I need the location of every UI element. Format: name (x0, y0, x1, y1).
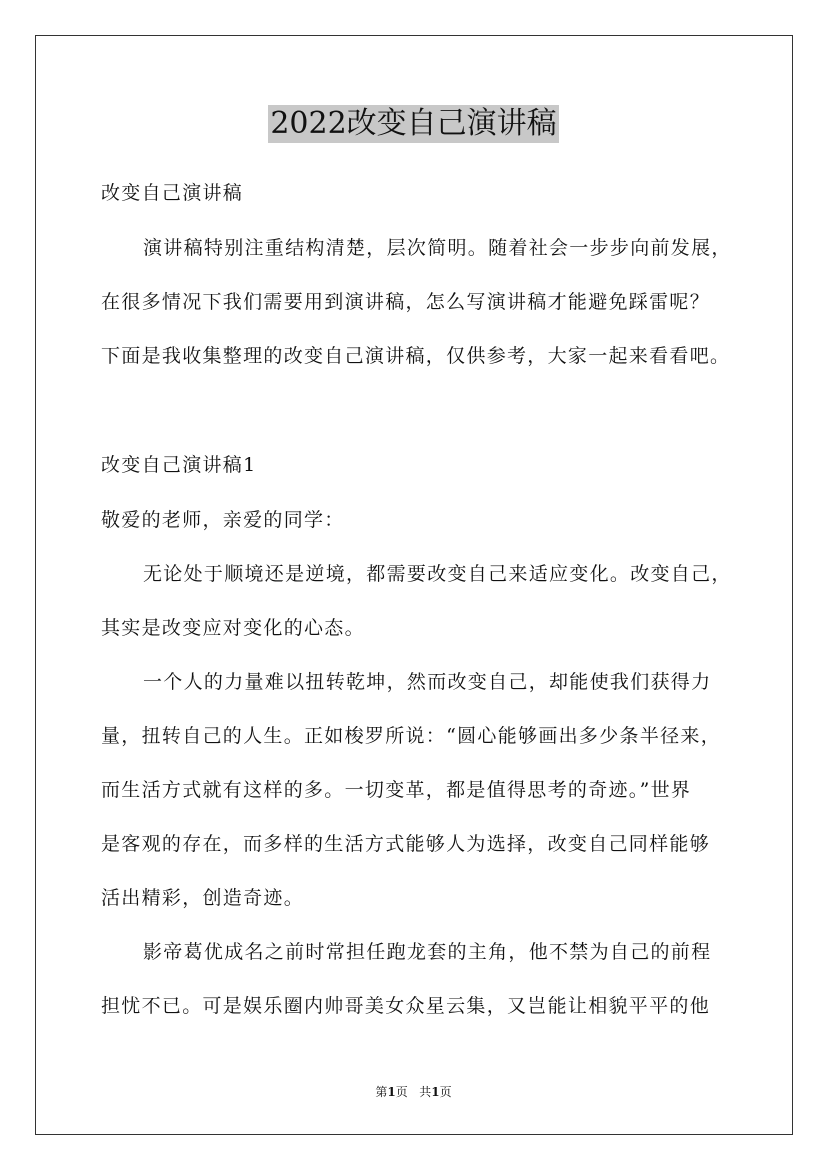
page-prefix: 第 (375, 1085, 388, 1099)
paragraph-line: 量，扭转自己的人生。正如梭罗所说：“圆心能够画出多少条半径来， (101, 725, 722, 747)
intro-line: 演讲稿特别注重结构清楚，层次简明。随着社会一步步向前发展， (143, 237, 732, 259)
section-heading: 改变自己演讲稿1 (101, 454, 257, 476)
document-title: 2022改变自己演讲稿 (270, 106, 557, 141)
paragraph-line: 无论处于顺境还是逆境，都需要改变自己来适应变化。改变自己， (143, 563, 732, 585)
total-pages: 1 (431, 1085, 440, 1099)
page-number: 1 (387, 1085, 396, 1099)
intro-heading: 改变自己演讲稿 (101, 182, 244, 204)
paragraph-line: 活出精彩，创造奇迹。 (101, 887, 305, 909)
total-suffix: 页 (439, 1085, 452, 1099)
paragraph-line: 而生活方式就有这样的多。一切变革，都是值得思考的奇迹。”世界 (101, 779, 692, 801)
intro-line: 下面是我收集整理的改变自己演讲稿，仅供参考，大家一起来看看吧。 (101, 345, 731, 367)
total-prefix: 共 (419, 1085, 432, 1099)
paragraph-line: 担忧不已。可是娱乐圈内帅哥美女众星云集，又岂能让相貌平平的他 (101, 995, 711, 1017)
paragraph-line: 影帝葛优成名之前时常担任跑龙套的主角，他不禁为自己的前程 (143, 941, 712, 963)
intro-line: 在很多情况下我们需要用到演讲稿，怎么写演讲稿才能避免踩雷呢？ (101, 291, 711, 313)
title-container (0, 105, 827, 143)
paragraph-line: 是客观的存在，而多样的生活方式能够人为选择，改变自己同样能够 (101, 833, 711, 855)
salutation: 敬爱的老师，亲爱的同学： (101, 509, 345, 531)
page-suffix: 页 (395, 1085, 408, 1099)
paragraph-line: 其实是改变应对变化的心态。 (101, 617, 365, 639)
page-footer (0, 1084, 827, 1100)
paragraph-line: 一个人的力量难以扭转乾坤，然而改变自己，却能使我们获得力 (143, 671, 712, 693)
